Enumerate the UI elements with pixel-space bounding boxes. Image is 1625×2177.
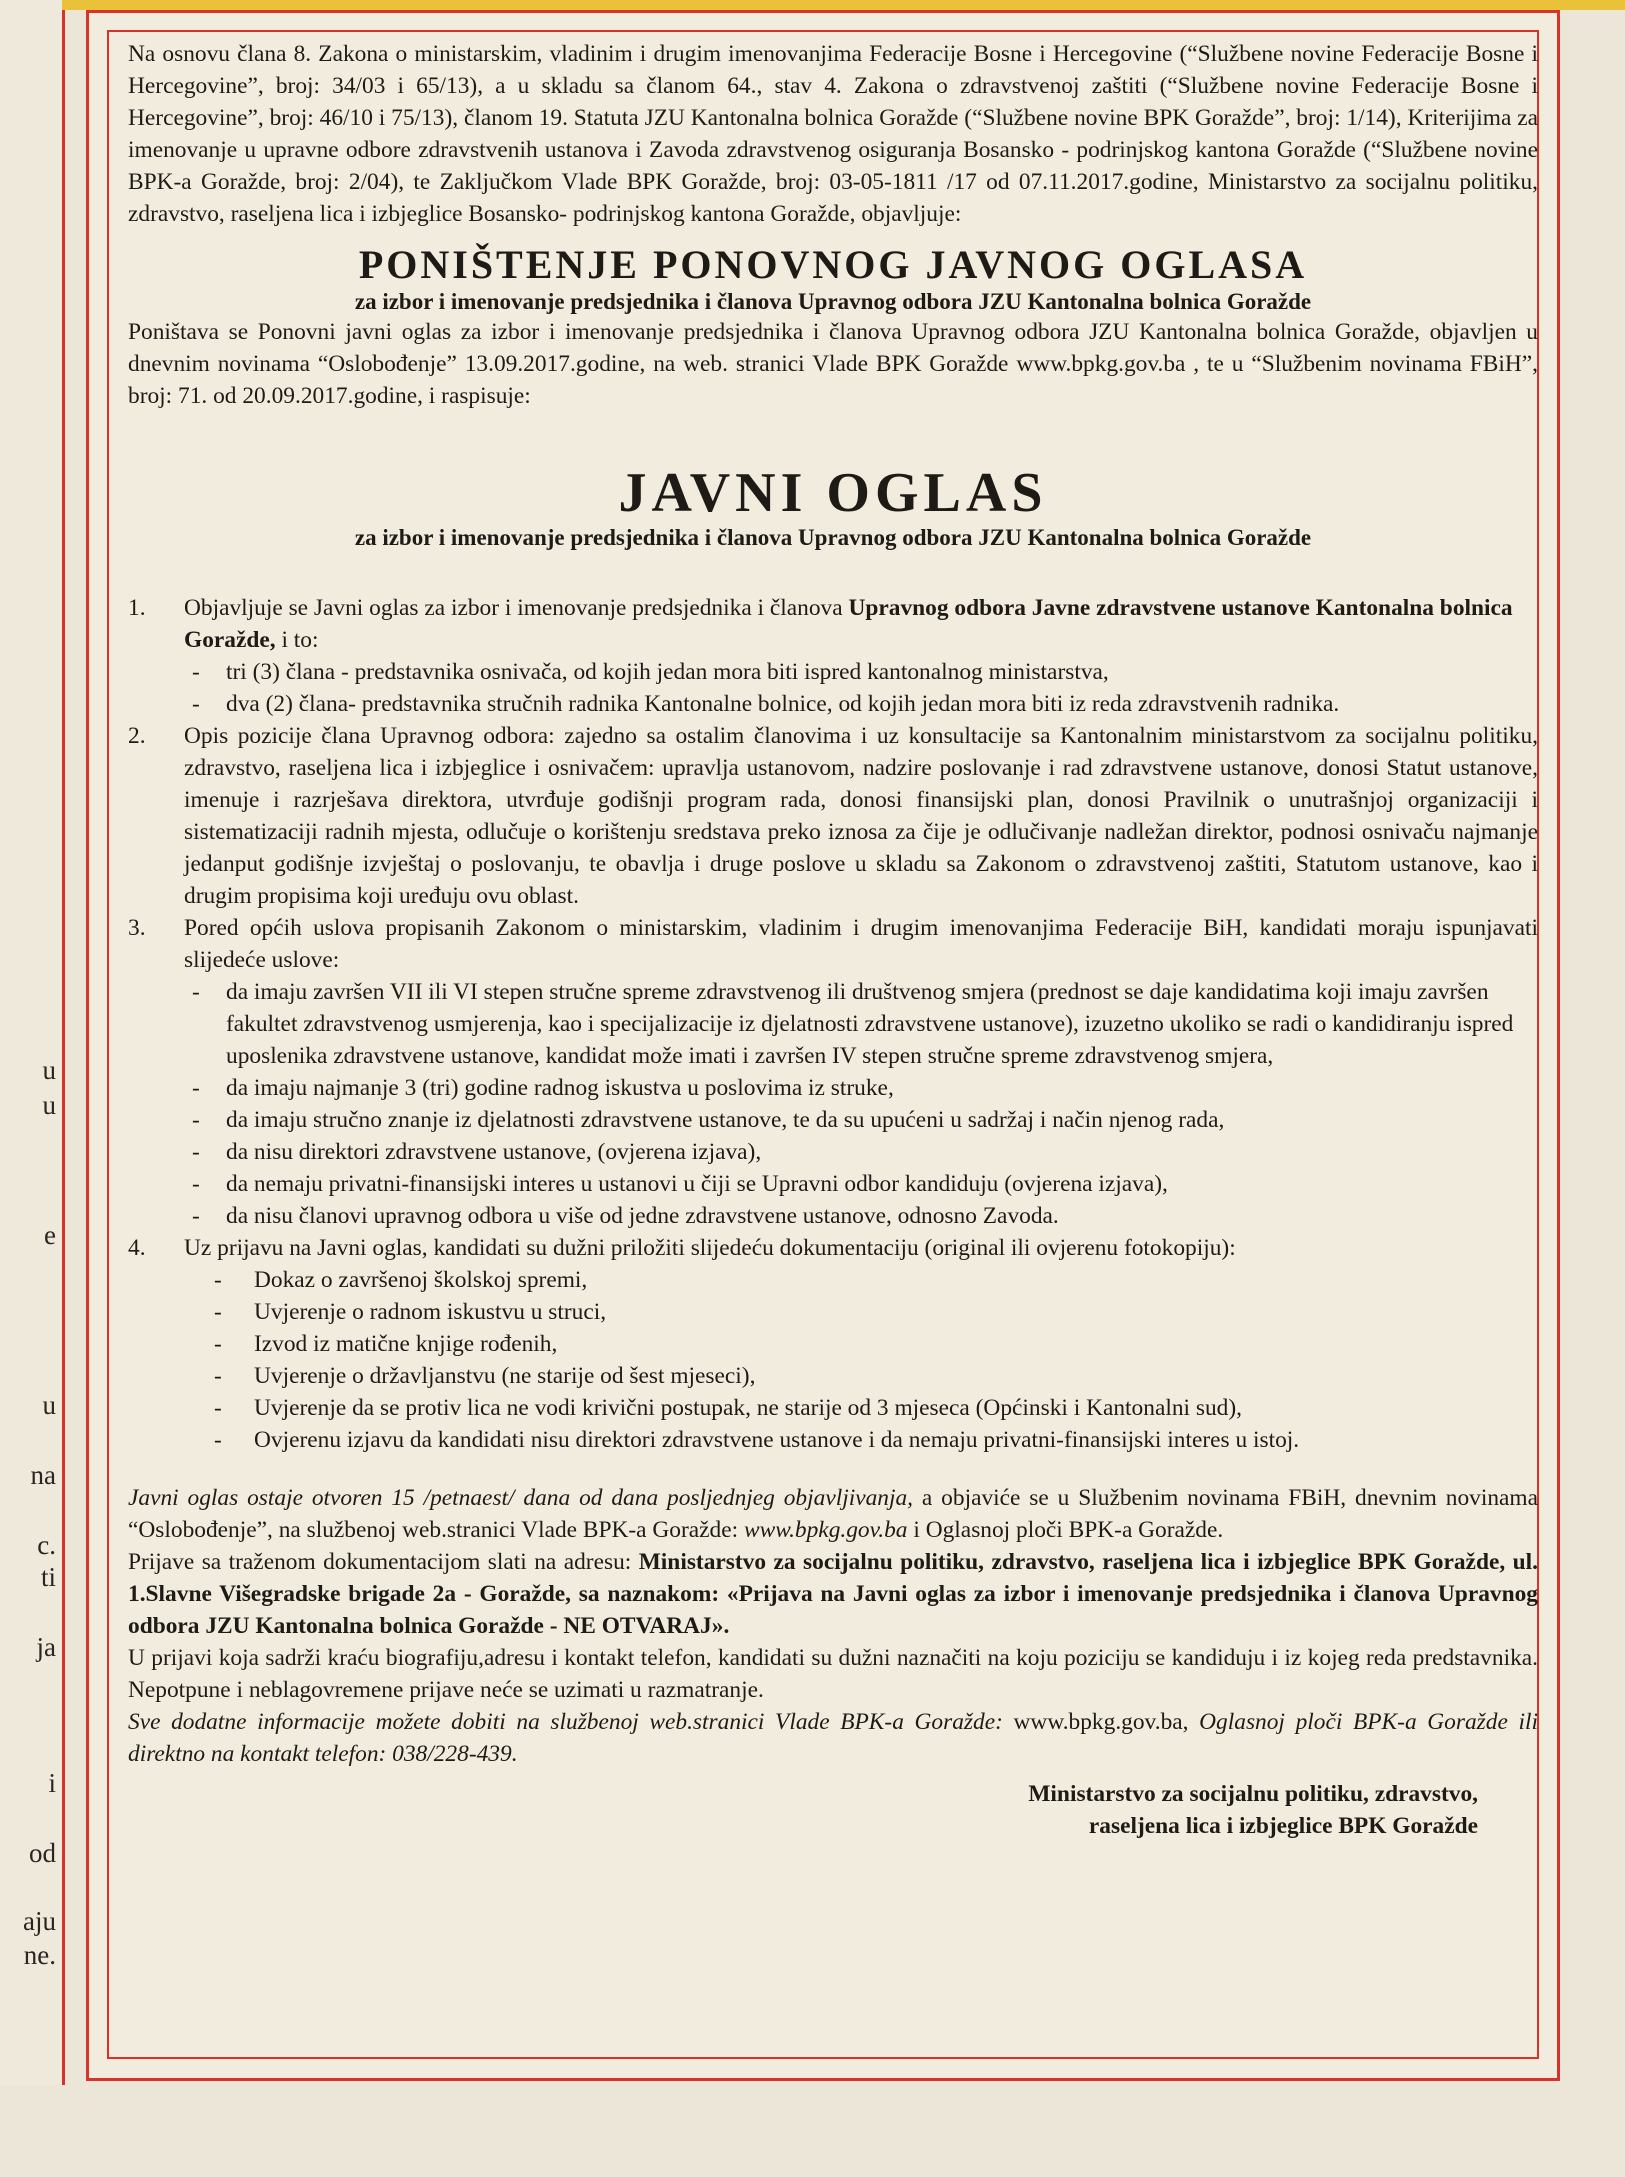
signature-line-1: Ministarstvo za socijalnu politiku, zdravstvo, (1028, 1781, 1478, 1807)
list-item: - Dokaz o završenoj školskoj spremi, (184, 1264, 1538, 1296)
top-color-band (62, 0, 1625, 10)
point-number: 4. (128, 1235, 146, 1261)
list-item: - Ovjerenu izjavu da kandidati nisu direktori zdravstvene ustanove i da nemaju privatni-finansijski interes u istoj. (184, 1424, 1538, 1456)
open-period-rest-1: a objaviće se u Službenim novinama FBiH, dnevnim novinama “Oslobođenje”, na službenoj web.stranici Vlade BPK-a Goražde: (128, 1485, 1538, 1543)
open-period-italic: Javni oglas ostaje otvoren 15 /petnaest/ dana od dana posljednjeg objavljivanja, (128, 1485, 914, 1511)
side-fragment: u (42, 1390, 56, 1420)
side-fragment: ne. (23, 1940, 56, 1970)
send-address: Ministarstvo za socijalnu politiku, zdravstvo, raseljena lica i izbjeglice BPK Goražde, ul. 1.Slavne Višegradske brigade 2a - Goražde, (128, 1549, 1538, 1607)
point-1-list (184, 656, 1538, 720)
side-fragment: u (42, 1055, 56, 1085)
point-number: 1. (128, 595, 146, 621)
list-item: - da imaju završen VII ili VI stepen stručne spreme zdravstvenog ili društvenog smjera (prednost se daje kandidatima koji imaju završen fakultet zdravstvenog usmjerenja, kao i specijalizacije iz djelatnosti zdravstvene ustanove), izuzetno ukoliko se radi o kandidiranju ispred uposlenika zdravstvene ustanove, kandidat može imati i završen IV stepen stručne spreme zdravstvenog smjera, (184, 976, 1538, 1072)
footer-block (128, 1482, 1538, 1770)
list-item: - dva (2) člana- predstavnika stručnih radnika Kantonalne bolnice, od kojih jedan mora biti iz reda zdravstvenih radnika. (184, 688, 1538, 720)
main-title: JAVNI OGLAS (618, 462, 1048, 524)
list-item: - Uvjerenje o radnom iskustvu u struci, (184, 1296, 1538, 1328)
list-item: - Uvjerenje da se protiv lica ne vodi krivični postupak, ne starije od 3 mjeseca (Općinski i Kantonalni sud), (184, 1392, 1538, 1424)
point-4-text: Uz prijavu na Javni oglas, kandidati su dužni priložiti slijedeću dokumentaciju (original ili ovjerenu fotokopiju): (184, 1235, 1236, 1261)
main-subtitle: za izbor i imenovanje predsjednika i članova Upravnog odbora JZU Kantonalna bolnica Goražde (354, 525, 1312, 550)
cancel-subtitle: za izbor i imenovanje predsjednika i članova Upravnog odbora JZU Kantonalna bolnica Goražde (354, 289, 1312, 314)
point-2-text: Opis pozicije člana Upravnog odbora: zajedno sa ostalim članovima i uz konsultacije sa Kantonalnim ministarstvom za socijalnu politiku, zdravstvo, raseljena lica i izbjeglice i osnivačem: upravlja ustanovom, nadzire poslovanje i rad zdravstvene ustanove, donosi Statut ustanove, imenuje i razrješava direktora, utvrđuje godišnji program rada, donosi finansijski plan, donosi Pravilnik o unutrašnjoj organizaciji i sistematizaciji radnih mjesta, odlučuje o korištenju sredstava preko iznosa za čije je odlučivanje nadležan direktor, podnosi osnivaču najmanje jedanput godišnje izvještaj o poslovanju, te obavlja i druge poslove u skladu sa Zakonom o zdravstvenoj zaštiti, Statutom ustanove, kao i drugim propisima koji uređuju ovu oblast. (184, 723, 1538, 909)
send-mark-lead: sa naznakom: (578, 1581, 720, 1607)
list-item: - da nisu direktori zdravstvene ustanove, (ovjerena izjava), (184, 1136, 1538, 1168)
point-1-bold: Upravnog odbora Javne zdravstvene ustanove Kantonalna bolnica Goražde, (184, 595, 1513, 653)
list-item: - da imaju stručno znanje iz djelatnosti zdravstvene ustanove, te da su upućeni u sadržaj i način njenog rada, (184, 1104, 1538, 1136)
point-number: 2. (128, 723, 146, 749)
announcement-points (128, 592, 1538, 1456)
list-item: - da imaju najmanje 3 (tri) godine radnog iskustva u poslovima iz struke, (184, 1072, 1538, 1104)
point-3-text: Pored općih uslova propisanih Zakonom o ministarskim, vladinim i drugim imenovanjima Federacije BiH, kandidati moraju ispunjavati slijedeće uslove: (184, 915, 1538, 973)
open-period-rest-2: i Oglasnoj ploči BPK-a Goražde. (913, 1517, 1224, 1543)
send-instructions (128, 1546, 1538, 1642)
side-fragment: ti (40, 1562, 56, 1592)
side-fragment: e (44, 1220, 56, 1250)
adjacent-column-fragment (0, 0, 65, 2085)
side-fragment: c. (37, 1530, 56, 1560)
list-item: - da nemaju privatni-finansijski interes u ustanovi u čiji se Upravni odbor kandiduju (ovjerena izjava), (184, 1168, 1538, 1200)
side-fragment: od (29, 1838, 56, 1868)
cancel-text: Poništava se Ponovni javni oglas za izbor i imenovanje predsjednika i članova Upravnog odbora JZU Kantonalna bolnica Goražde, objavljen u dnevnim novinama “Oslobođenje” 13.09.2017.godine, na web. stranici Vlade BPK Goražde www.bpkg.gov.ba , te u “Službenim novinama FBiH”, broj: 71. od 20.09.2017.godine, i raspisuje: (128, 319, 1538, 409)
point-number: 3. (128, 915, 146, 941)
open-period-url: www.bpkg.gov.ba (744, 1517, 908, 1543)
send-mark: «Prijava na Javni oglas za izbor i imenovanje predsjednika i članova Upravnog odbora JZU Kantonalna bolnica Goražde - NE OTVARAJ». (128, 1581, 1538, 1639)
side-fragment: aju (23, 1906, 56, 1936)
cv-text: U prijavi koja sadrži kraću biografiju,adresu i kontakt telefon, kandidati su dužni naznačiti na koju poziciju se kandiduju i iz kojeg reda predstavnika. Nepotpune i neblagovremene prijave neće se uzimati u razmatranje. (128, 1645, 1538, 1703)
point-4-list (184, 1264, 1538, 1456)
info-italic-1: Sve dodatne informacije možete dobiti na službenoj web.stranici Vlade BPK-a Goražde: (128, 1709, 1003, 1735)
list-item: - Izvod iz matične knjige rođenih, (184, 1328, 1538, 1360)
point-2 (128, 720, 1538, 912)
open-period-text (128, 1482, 1538, 1546)
side-fragment: i (48, 1768, 56, 1798)
point-3-list (184, 976, 1538, 1232)
list-item: - tri (3) člana - predstavnika osnivača, od kojih jedan mora biti ispred kantonalnog ministarstva, (184, 656, 1538, 688)
list-item: - Uvjerenje o državljanstvu (ne starije od šest mjeseci), (184, 1360, 1538, 1392)
cancel-title: PONIŠTENJE PONOVNOG JAVNOG OGLASA (358, 242, 1308, 287)
point-1-lead: Objavljuje se Javni oglas za izbor i imenovanje predsjednika i članova (184, 595, 843, 621)
info-url: www.bpkg.gov.ba, (1013, 1709, 1189, 1735)
send-lead: Prijave sa traženom dokumentacijom slati na adresu: (128, 1549, 632, 1575)
side-fragment: ja (36, 1632, 56, 1662)
list-item: - da nisu članovi upravnog odbora u više od jedne zdravstvene ustanove, odnosno Zavoda. (184, 1200, 1538, 1232)
point-1-tail: i to: (281, 627, 319, 653)
signature-line-2: raseljena lica i izbjeglice BPK Goražde (1088, 1813, 1478, 1839)
side-fragment: u (42, 1090, 56, 1120)
point-3 (128, 912, 1538, 1232)
side-fragment: na (30, 1460, 56, 1490)
ad-content (128, 38, 1538, 1842)
info-italic-2: Oglasnoj ploči BPK-a Goražde ili direktno na kontakt telefon: 038/228-439. (128, 1709, 1538, 1767)
info-text (128, 1706, 1538, 1770)
point-4 (128, 1232, 1538, 1456)
point-1 (128, 592, 1538, 720)
signature (128, 1778, 1538, 1842)
preamble: Na osnovu člana 8. Zakona o ministarskim, vladinim i drugim imenovanjima Federacije Bosne i Hercegovine (“Službene novine Federacije Bosne i Hercegovine”, broj: 34/03 i 65/13), a u skladu sa članom 64., stav 4. Zakona o zdravstvenoj zaštiti (“Službene novine Federacije Bosne i Hercegovine”, broj: 46/10 i 75/13), članom 19. Statuta JZU Kantonalna bolnica Goražde (“Službene novine BPK Goražde”, broj: 1/14), Kriterijima za imenovanje u upravne odbore zdravstvenih ustanova i Zavoda zdravstvenog osiguranja Bosansko - podrinjskog kantona Goražde (“Službene novine BPK-a Goražde, broj: 2/04), te Zaključkom Vlade BPK Goražde, broj: 03-05-1811 /17 od 07.11.2017.godine, Ministarstvo za socijalnu politiku, zdravstvo, raseljena lica i izbjeglice Bosansko- podrinjskog kantona Goražde, objavljuje: (128, 41, 1538, 227)
